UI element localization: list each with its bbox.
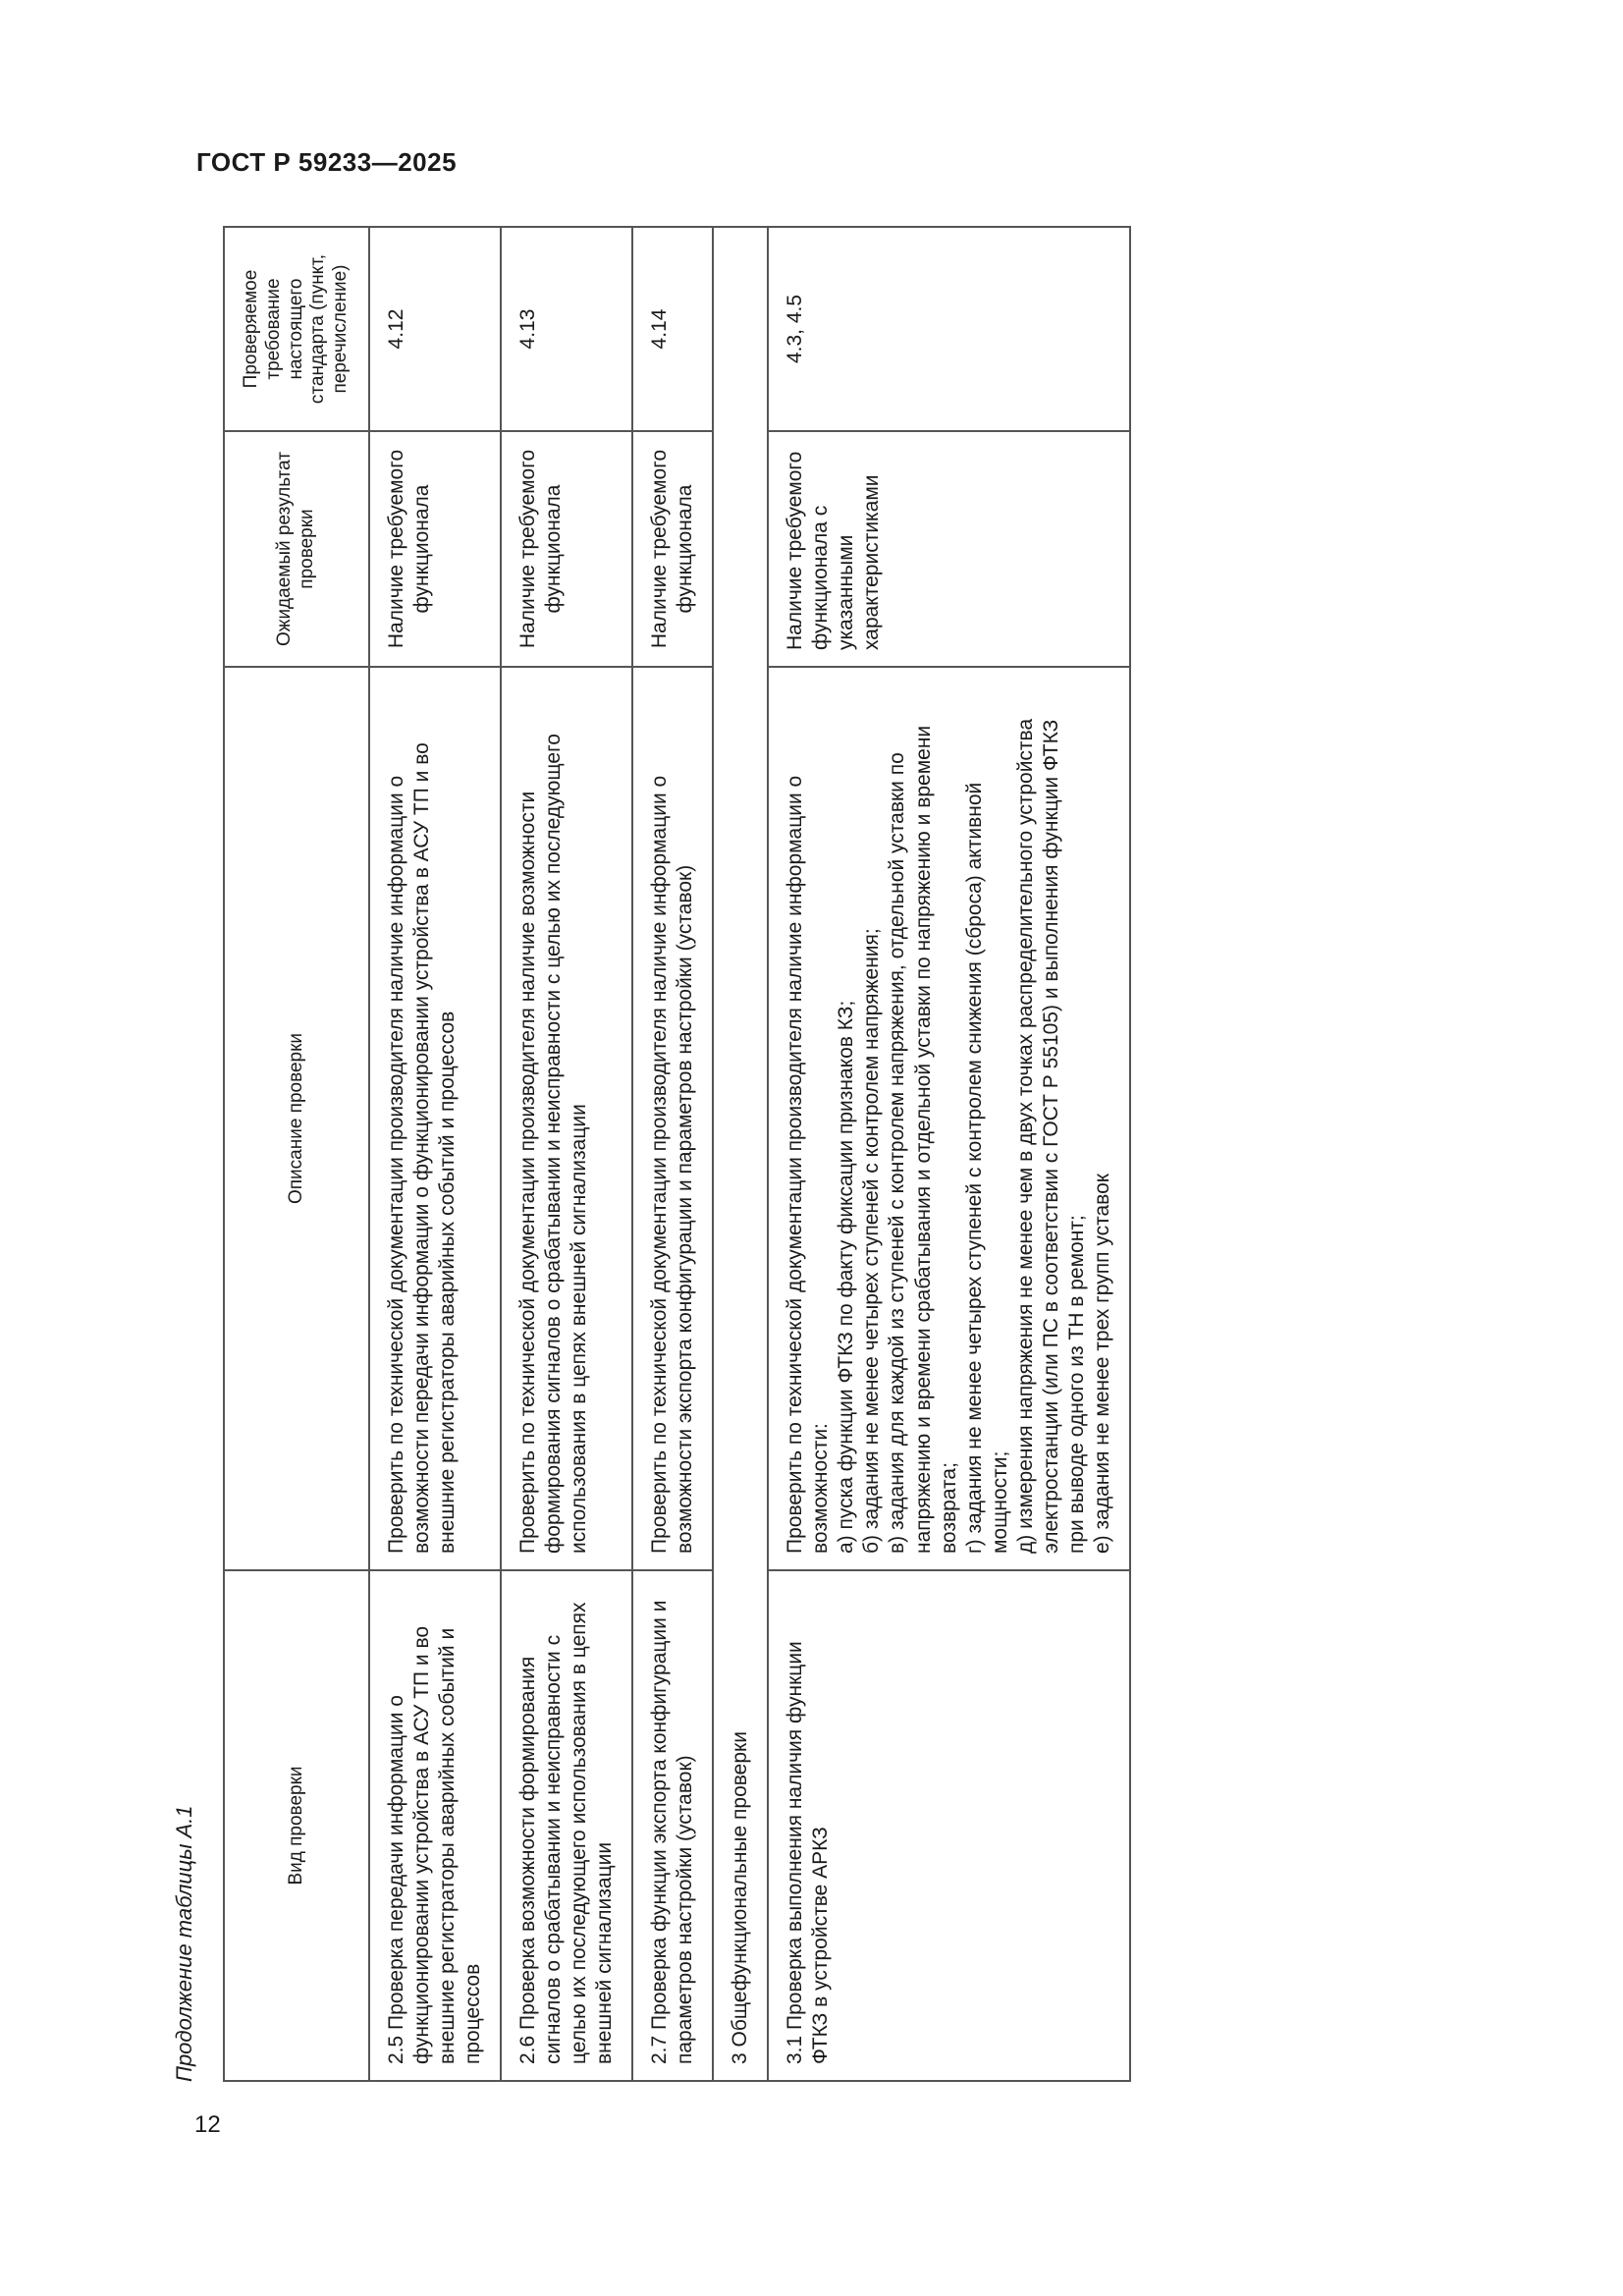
table-row bbox=[501, 227, 632, 2081]
check-table bbox=[223, 226, 1131, 2082]
section-title: 3 Общефункциональные проверки bbox=[713, 227, 768, 2081]
table-row bbox=[768, 227, 1129, 2081]
check-type-cell bbox=[632, 1570, 713, 2081]
header-description: Описание проверки bbox=[224, 667, 369, 1570]
description-cell: Проверить по технической документации производителя наличие информации о возможности передачи информации о функционировании устройства в АСУ ТП и во внешние регистраторы аварийных событий и процессов bbox=[369, 667, 501, 1570]
requirement-cell: 4.13 bbox=[501, 227, 632, 431]
check-number: 2.6 bbox=[516, 2035, 540, 2064]
check-type-cell: 3.1 Проверка выполнения наличия функции ФТКЗ в устройстве АРКЗ bbox=[768, 1570, 1129, 2081]
list-item: г) задания не менее четырех ступеней с контролем снижения (сброса) активной мощности; bbox=[962, 782, 1011, 1554]
header-check-type: Вид проверки bbox=[224, 1570, 369, 2081]
check-type-text: Проверка функции экспорта конфигурации и параметров настройки (уставок) bbox=[648, 1600, 697, 2064]
page-number: 12 bbox=[194, 2111, 221, 2138]
header-expected-result: Ожидаемый результат проверки bbox=[224, 431, 369, 667]
description-intro: Проверить по технической документации производителя наличие информации о возможности: bbox=[784, 775, 833, 1554]
expected-result-cell: Наличие требуемого функционала с указанными характеристиками bbox=[768, 431, 1129, 667]
table-header-row bbox=[224, 227, 369, 2081]
check-type-cell bbox=[501, 1570, 632, 2081]
requirement-cell: 4.14 bbox=[632, 227, 713, 431]
description-cell: Проверить по технической документации производителя наличие информации о возможности экспорта конфигурации и параметров настройки (уставок) bbox=[632, 667, 713, 1570]
check-type-cell bbox=[369, 1570, 501, 2081]
header-requirement: Проверяемое требование настоящего стандарта (пункт, перечисление) bbox=[224, 227, 369, 431]
rotated-table-page bbox=[172, 226, 1252, 2082]
table-row bbox=[369, 227, 501, 2081]
requirement-cell: 4.3, 4.5 bbox=[768, 227, 1129, 431]
description-cell: Проверить по технической документации производителя наличие возможности формирования сигналов о срабатывании и неисправности с целью их последующего использования в цепях внешней сигнализации bbox=[501, 667, 632, 1570]
check-number: 2.7 bbox=[648, 2035, 672, 2064]
table-caption: Продолжение таблицы А.1 bbox=[172, 1805, 196, 2082]
check-number: 2.5 bbox=[385, 2035, 407, 2064]
standard-id: ГОСТ Р 59233—2025 bbox=[196, 147, 458, 177]
list-item: б) задания не менее четырех ступеней с контролем напряжения; bbox=[860, 928, 884, 1554]
table-row bbox=[632, 227, 713, 2081]
list-item: в) задания для каждой из ступеней с контролем напряжения, отдельной уставки по напряжению и времени срабатывания и отдельной уставки по напряжению и времени возврата; bbox=[886, 725, 960, 1554]
expected-result-cell: Наличие требуемого функционала bbox=[501, 431, 632, 667]
check-type-text: Проверка передачи информации о функционировании устройства в АСУ ТП и во внешние регистраторы аварийных событий и процессов bbox=[385, 1625, 485, 2064]
list-item: д) измерения напряжения не менее чем в двух точках распределительного устройства электростанции (или ПС в соответствии с ГОСТ Р 55105) и выполнения функции ФТКЗ при выводе одного из ТН в ремонт; bbox=[1013, 718, 1088, 1554]
description-cell bbox=[768, 667, 1129, 1570]
expected-result-cell: Наличие требуемого функционала bbox=[369, 431, 501, 667]
list-item: а) пуска функции ФТКЗ по факту фиксации признаков КЗ; bbox=[835, 1000, 858, 1554]
list-item: е) задания не менее трех групп уставок bbox=[1090, 1174, 1113, 1554]
requirement-cell: 4.12 bbox=[369, 227, 501, 431]
check-type-text: Проверка возможности формирования сигналов о срабатывании и неисправности с целью их последующего использования в цепях внешней сигнализации bbox=[516, 1602, 617, 2064]
expected-result-cell: Наличие требуемого функционала bbox=[632, 431, 713, 667]
section-row bbox=[713, 227, 768, 2081]
